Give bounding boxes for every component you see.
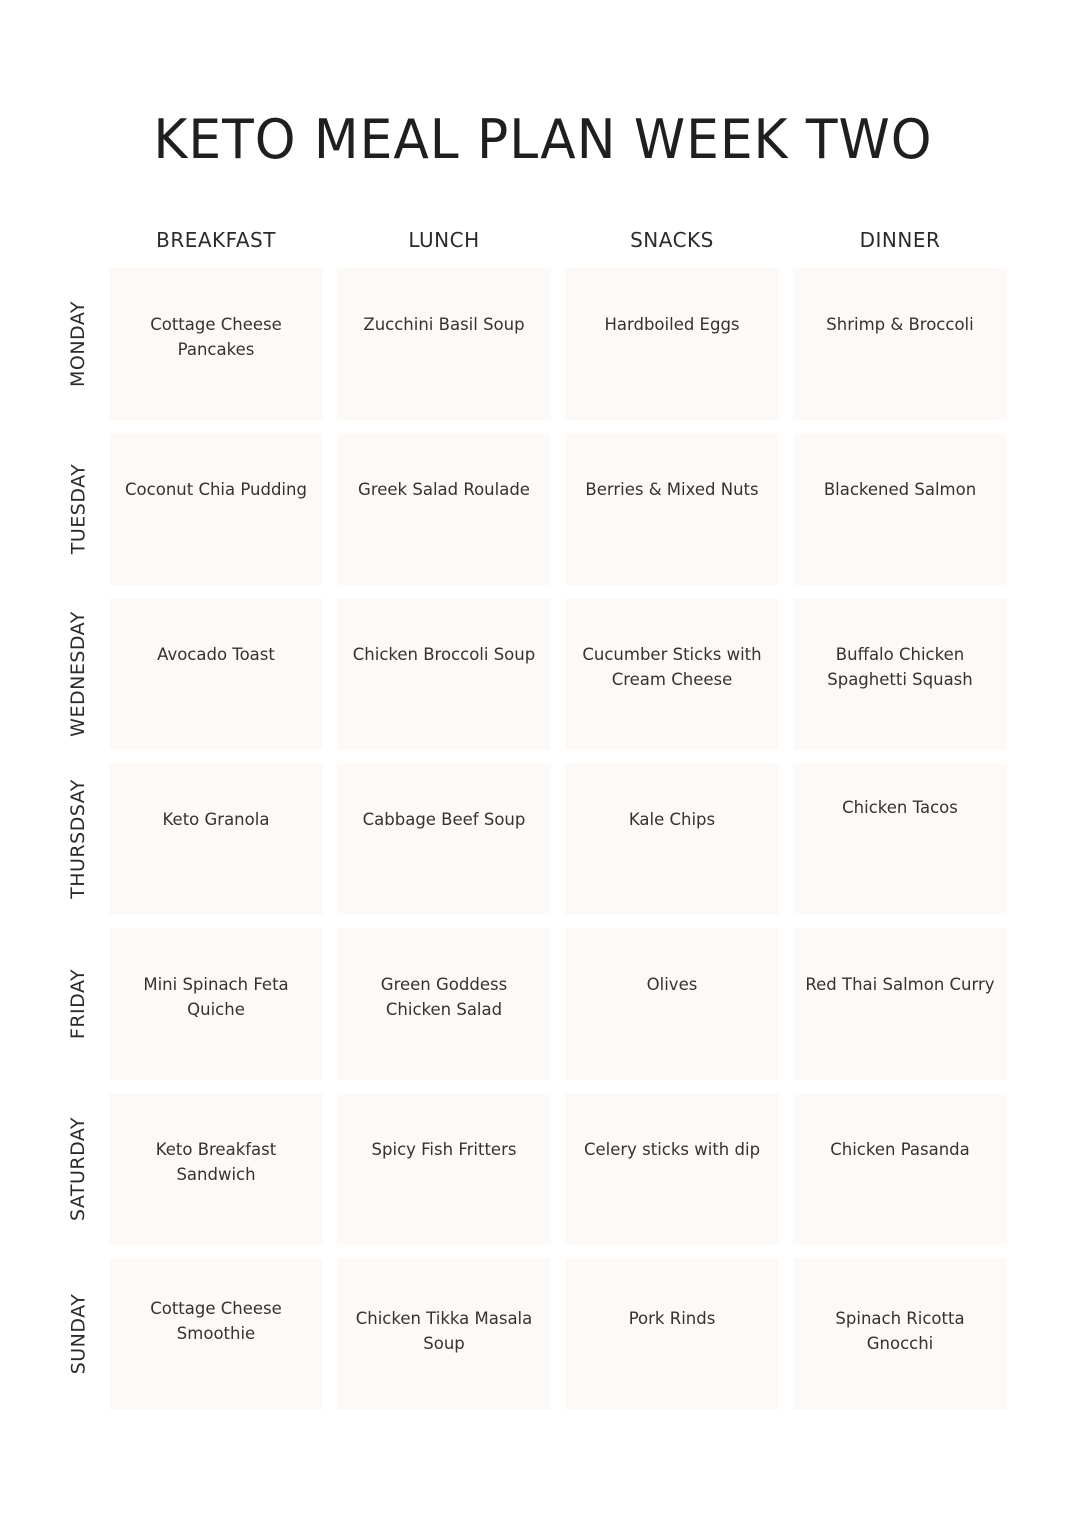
meal-cell: Berries & Mixed Nuts [565, 433, 779, 585]
meal-cell: Keto Granola [109, 763, 323, 915]
meal-cell: Cottage Cheese Pancakes [109, 268, 323, 420]
meal-cell: Pork Rinds [565, 1258, 779, 1410]
column-header-snacks: SNACKS [630, 228, 714, 252]
column-header-dinner: DINNER [859, 228, 941, 252]
meal-cell: Cottage Cheese Smoothie [109, 1258, 323, 1410]
meal-cell: Chicken Tikka Masala Soup [337, 1258, 551, 1410]
meal-cell: Shrimp & Broccoli [793, 268, 1007, 420]
meal-cell: Red Thai Salmon Curry [793, 928, 1007, 1080]
meal-cell: Green Goddess Chicken Salad [337, 928, 551, 1080]
day-label-friday: FRIDAY [66, 968, 89, 1040]
meal-cell: Chicken Broccoli Soup [337, 598, 551, 750]
column-header-lunch: LUNCH [408, 228, 480, 252]
column-header-breakfast: BREAKFAST [156, 228, 276, 252]
page-title: KETO MEAL PLAN WEEK TWO [153, 108, 933, 171]
meal-cell: Celery sticks with dip [565, 1093, 779, 1245]
meal-cell: Chicken Pasanda [793, 1093, 1007, 1245]
meal-cell: Spicy Fish Fritters [337, 1093, 551, 1245]
meal-cell: Kale Chips [565, 763, 779, 915]
meal-cell: Avocado Toast [109, 598, 323, 750]
meal-cell: Spinach Ricotta Gnocchi [793, 1258, 1007, 1410]
meal-cell: Olives [565, 928, 779, 1080]
meal-cell: Mini Spinach Feta Quiche [109, 928, 323, 1080]
meal-cell: Blackened Salmon [793, 433, 1007, 585]
meal-cell: Keto Breakfast Sandwich [109, 1093, 323, 1245]
meal-cell: Zucchini Basil Soup [337, 268, 551, 420]
meal-cell: Greek Salad Roulade [337, 433, 551, 585]
day-label-saturday: SATURDAY [67, 1116, 90, 1222]
meal-cell: Chicken Tacos [793, 763, 1007, 915]
meal-cell: Cucumber Sticks with Cream Cheese [565, 598, 779, 750]
day-label-tuesday: TUESDAY [67, 463, 90, 555]
meal-cell: Coconut Chia Pudding [109, 433, 323, 585]
day-label-wednesday: WEDNESDAY [67, 611, 89, 737]
meal-cell: Hardboiled Eggs [565, 268, 779, 420]
day-label-monday: MONDAY [67, 301, 89, 387]
day-label-sunday: SUNDAY [67, 1293, 90, 1375]
meal-cell: Buffalo Chicken Spaghetti Squash [793, 598, 1007, 750]
meal-cell: Cabbage Beef Soup [337, 763, 551, 915]
day-label-thursday: THURSDSAY [67, 779, 90, 899]
